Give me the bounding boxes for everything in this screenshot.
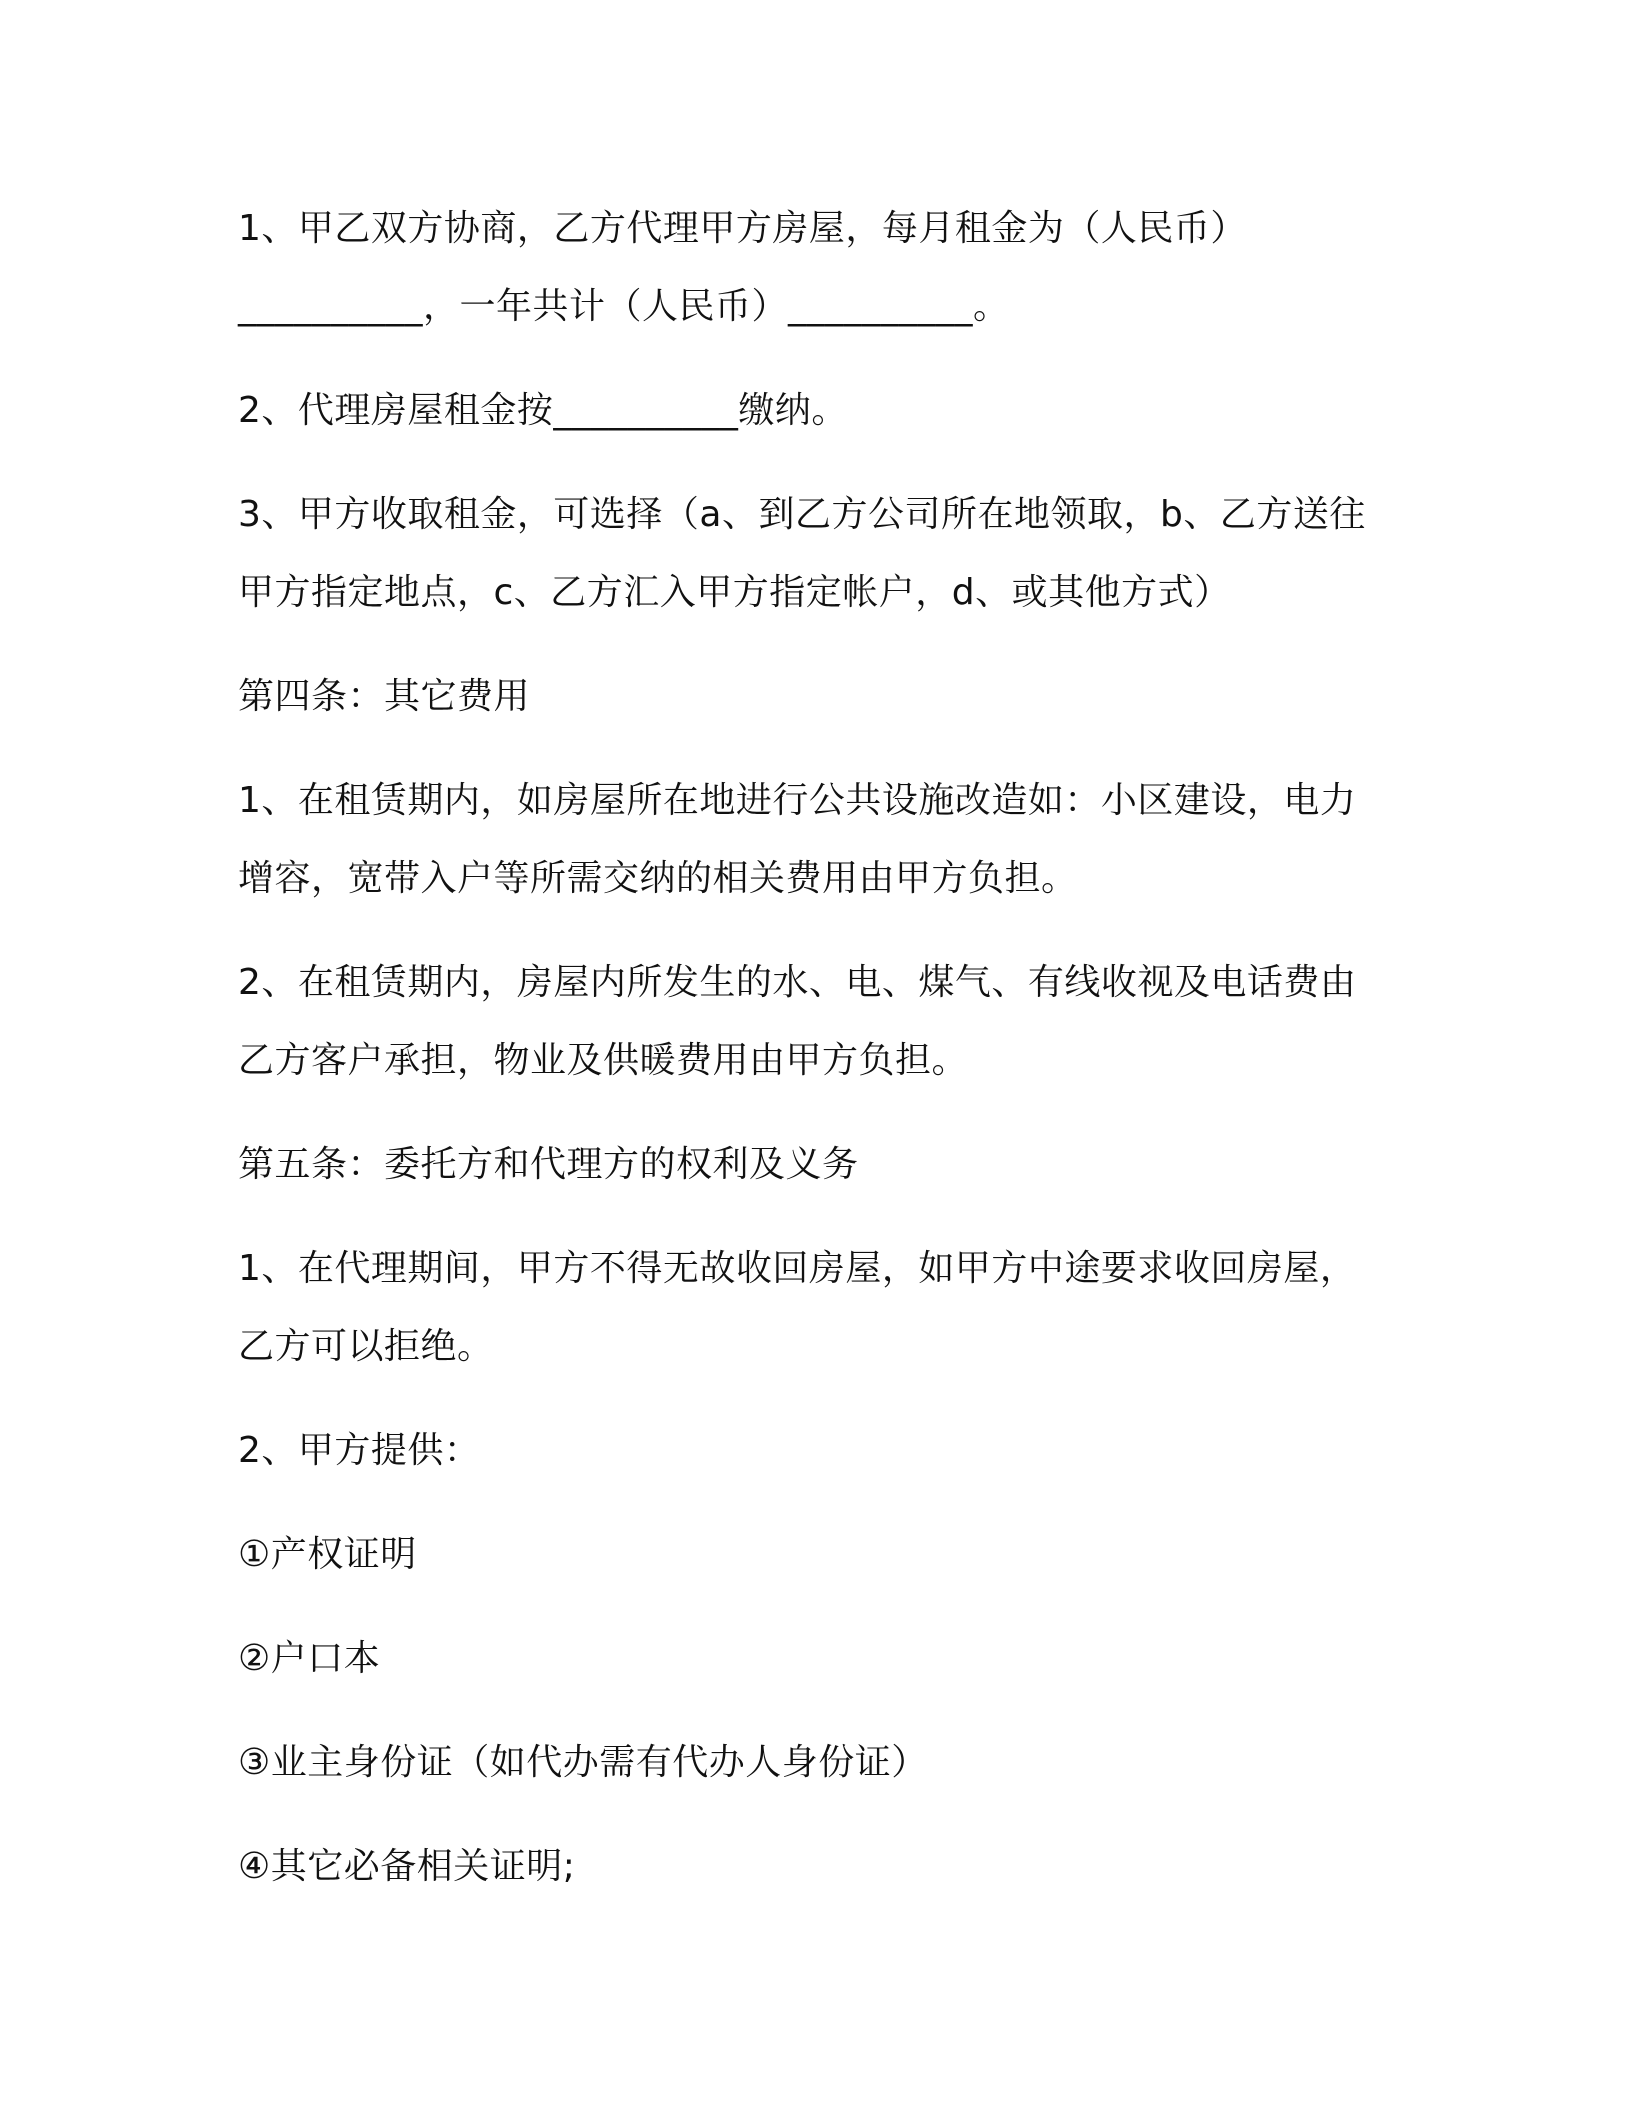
text-line: 2、甲方提供：	[238, 1430, 481, 1471]
clause-rent-collection	[238, 476, 1398, 632]
text-line: 乙方可以拒绝。	[238, 1326, 494, 1367]
text-line: 2、在租赁期内，房屋内所发生的水、电、煤气、有线收视及电话费由	[238, 962, 1357, 1003]
text-line: 乙方客户承担，物业及供暖费用由甲方负担。	[238, 1040, 969, 1081]
document-body	[238, 190, 1398, 1932]
list-item-household-register	[238, 1620, 1398, 1698]
list-item-other-documents	[238, 1828, 1398, 1906]
text-line: 第四条：其它费用	[238, 676, 531, 717]
text-line: ③业主身份证（如代办需有代办人身份证）	[238, 1742, 928, 1783]
text-line: 1、在租赁期内，如房屋所在地进行公共设施改造如：小区建设，电力	[238, 780, 1357, 821]
clause-party-a-provides	[238, 1412, 1398, 1490]
text-line: 2、代理房屋租金按__________缴纳。	[238, 390, 848, 431]
text-line: ①产权证明	[238, 1534, 417, 1575]
text-line: 增容，宽带入户等所需交纳的相关费用由甲方负担。	[238, 858, 1078, 899]
text-line: 第五条：委托方和代理方的权利及义务	[238, 1144, 859, 1185]
text-line: ②户口本	[238, 1638, 381, 1679]
text-line: ④其它必备相关证明;	[238, 1846, 576, 1887]
clause-public-facilities	[238, 762, 1398, 918]
text-line: 1、在代理期间，甲方不得无故收回房屋，如甲方中途要求收回房屋，	[238, 1248, 1357, 1289]
clause-rent-amount	[238, 190, 1398, 346]
text-line: 1、甲乙双方协商，乙方代理甲方房屋，每月租金为（人民币）	[238, 208, 1247, 249]
text-line: __________，一年共计（人民币）__________。	[238, 286, 1010, 327]
list-item-property-certificate	[238, 1516, 1398, 1594]
text-line: 甲方指定地点，c、乙方汇入甲方指定帐户，d、或其他方式）	[238, 572, 1231, 613]
article-4-heading	[238, 658, 1398, 736]
article-5-heading	[238, 1126, 1398, 1204]
clause-no-recall	[238, 1230, 1398, 1386]
clause-utilities	[238, 944, 1398, 1100]
clause-rent-payment	[238, 372, 1398, 450]
list-item-owner-id	[238, 1724, 1398, 1802]
text-line: 3、甲方收取租金，可选择（a、到乙方公司所在地领取，b、乙方送往	[238, 494, 1366, 535]
